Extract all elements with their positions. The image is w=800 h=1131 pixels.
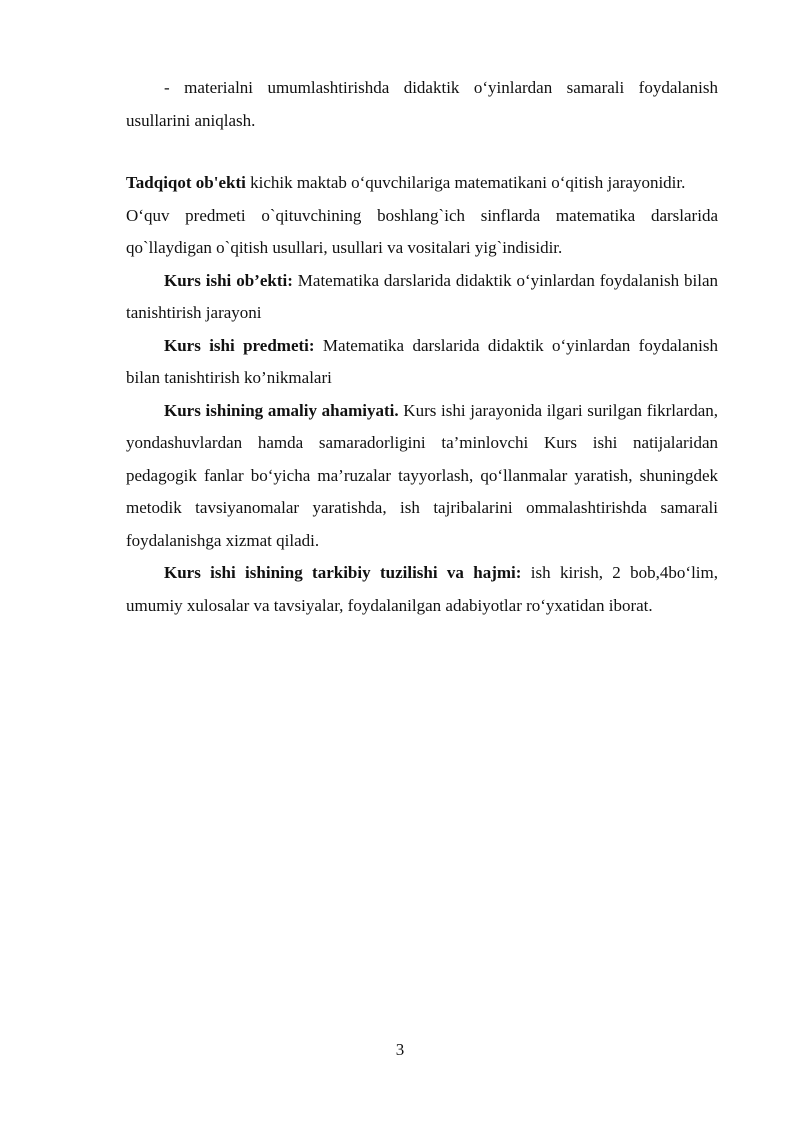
- paragraph-heading: Kurs ishining amaliy ahamiyati.: [164, 400, 399, 420]
- paragraph-text: Matematika darslarida didaktik o‘yinlardan foydalanish bilan tanishtirish jarayoni: [126, 270, 718, 322]
- paragraph-heading: Kurs ishi predmeti:: [164, 335, 315, 355]
- paragraph-text: - materialni umumlashtirishda didaktik o‘yinlardan samarali foydalanish usullarini aniqlash.: [126, 78, 718, 130]
- paragraph-structure-volume: [126, 557, 718, 622]
- paragraph-heading: Kurs ishi ishining tarkibiy tuzilishi va hajmi:: [164, 563, 522, 582]
- paragraph-text: O‘quv predmeti o`qituvchining boshlang`ich sinflarda matematika darslarida qo`llaydigan o`qitish usullari, usullari va vositalari yig`indisidir.: [126, 205, 718, 257]
- paragraph-text: kichik maktab o‘quvchilariga matematikani o‘qitish jarayonidir.: [245, 173, 686, 192]
- paragraph-practical-importance: [126, 395, 718, 558]
- paragraph-research-object: [126, 167, 718, 200]
- paragraph-text: Kurs ishi jarayonida ilgari surilgan fikrlardan, yondashuvlardan hamda samaradorligini ta’minlovchi Kurs ishi natijalaridan pedagogik fanlar bo‘yicha ma’ruzalar tayyorlash, qo‘llanmalar yaratish, shuningdek metodik tavsiyanomalar yaratishda, ish tajribalarini ommalashtirishda samarali foydalanishga xizmat qiladi.: [126, 400, 718, 550]
- paragraph-course-subject: [126, 330, 718, 395]
- document-body: [126, 72, 718, 622]
- page-number: 3: [395, 1040, 405, 1059]
- paragraph-text: ish kirish, 2 bob,4bo‘lim, umumiy xulosalar va tavsiyalar, foydalanilgan adabiyotlar ro‘yxatidan iborat.: [126, 563, 718, 615]
- paragraph-study-subject: [126, 200, 718, 265]
- paragraph-course-object: [126, 265, 718, 330]
- paragraph-tasks-item: [126, 72, 718, 137]
- paragraph-heading: Tadqiqot ob'ekti: [126, 173, 246, 192]
- paragraph-text: Matematika darslarida didaktik o‘yinlardan foydalanish bilan tanishtirish ko’nikmalari: [126, 335, 718, 387]
- paragraph-heading: Kurs ishi ob’ekti:: [164, 270, 293, 290]
